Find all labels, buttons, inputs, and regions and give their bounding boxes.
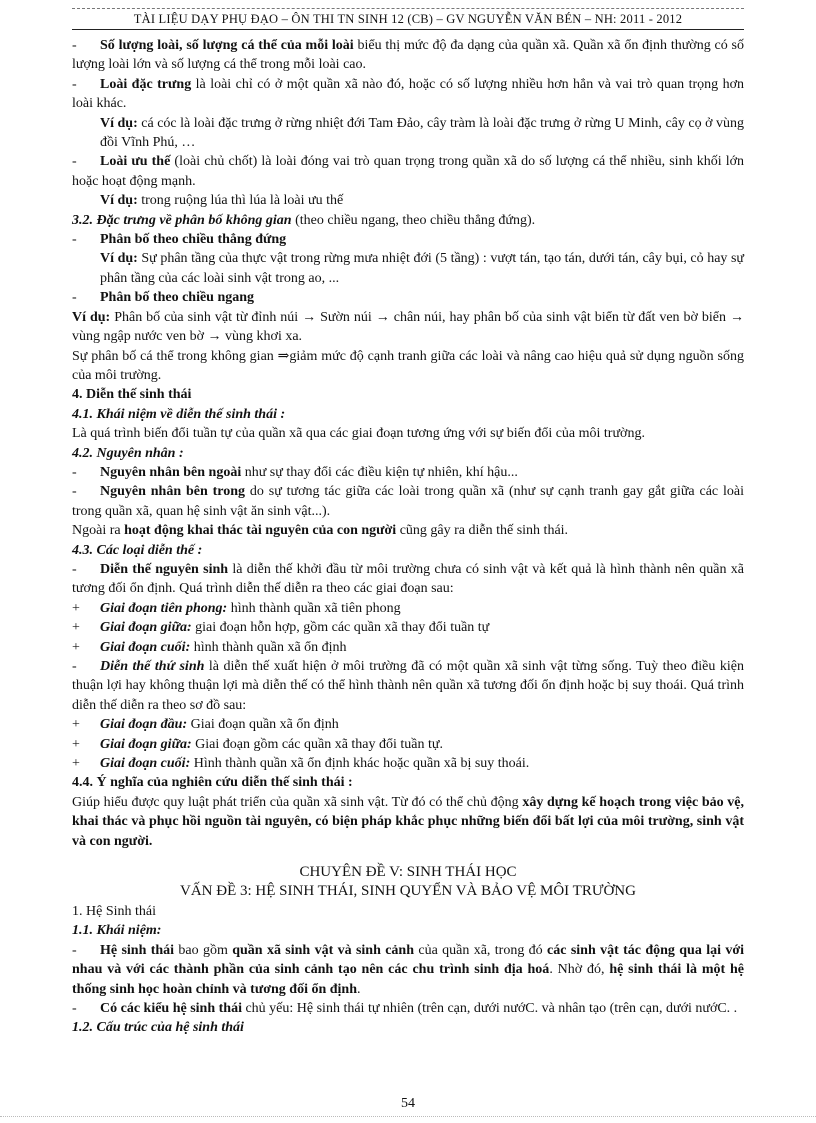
paragraph: Ngoài ra hoạt động khai thác tài nguyên của con người cũng gây ra diễn thế sinh thái. [72, 523, 569, 539]
footer-divider [0, 1116, 816, 1117]
page-header: TÀI LIỆU DẠY PHỤ ĐẠO – ÔN THI TN SINH 12 (CB) – GV NGUYỄN VĂN BÉN – NH: 2011 - 2012 [72, 8, 744, 30]
paragraph: - Hệ sinh thái bao gồm quần xã sinh vật và sinh cảnh của quần xã, trong đó các sinh vật tác động qua lại với nhau và với các thành phần của sinh cảnh tạo nên các chu trình sinh địa hoá. Nhờ đó, hệ sinh thái là một hệ thống sinh học hoàn chỉnh và tương đối ổn định. [72, 942, 745, 997]
document-body [72, 36, 744, 1038]
list-item: + Giai đoạn giữa: giai đoạn hỗn hợp, gồm các quần xã thay đổi tuần tự [72, 620, 490, 636]
list-item: + Giai đoạn giữa: Giai đoạn gồm các quần xã thay đổi tuần tự. [72, 736, 443, 752]
section-heading: 4. Diễn thế sinh thái [72, 387, 192, 403]
section-heading: 4.4. Ý nghĩa của nghiên cứu diễn thế sinh thái : [72, 775, 353, 791]
paragraph: - Số lượng loài, số lượng cá thể của mỗi loài biểu thị mức độ đa dạng của quần xã. Quần xã ổn định thường có số lượng loài lớn và số lượng cá thể trong mỗi loài cao. [72, 38, 744, 73]
example: Ví dụ: Sự phân tầng của thực vật trong rừng mưa nhiệt đới (5 tầng) : vượt tán, tạo tán, dưới tán, cây bụi, cỏ hay sự phân tầng của các loài sinh vật trong ao, ... [100, 251, 745, 286]
list-item: + Giai đoạn tiên phong: hình thành quần xã tiên phong [72, 600, 401, 616]
paragraph: Giúp hiểu được quy luật phát triển của quần xã sinh vật. Từ đó có thể chủ động xây dựng kế hoạch trong việc bảo vệ, khai thác và phục hồi nguồn tài nguyên, có biện pháp khắc phục những biến đổi bất lợi của môi trường, sinh vật và con người. [72, 794, 744, 849]
section-heading: 3.2. Đặc trưng về phân bố không gian (theo chiều ngang, theo chiều thẳng đứng). [72, 212, 536, 228]
paragraph: - Nguyên nhân bên trong do sự tương tác giữa các loài trong quần xã (như sự cạnh tranh gay gắt giữa các loài trong quần xã, quan hệ sinh vật ăn sinh vật...). [72, 484, 744, 519]
section-heading: 4.3. Các loại diễn thế : [72, 542, 203, 558]
list-item: + Giai đoạn cuối: Hình thành quần xã ổn định khác hoặc quần xã bị suy thoái. [72, 756, 530, 772]
example: Ví dụ: trong ruộng lúa thì lúa là loài ưu thế [100, 193, 344, 209]
section-heading: 1.1. Khái niệm: [72, 923, 162, 939]
list-item: + Giai đoạn cuối: hình thành quần xã ổn định [72, 639, 347, 655]
paragraph: - Diễn thế nguyên sinh là diễn thế khởi đầu từ môi trường chưa có sinh vật và kết quả là hình thành nên quần xã tương đối ổn định. Quá trình diễn thế diễn ra theo các giai đoạn sau: [72, 561, 744, 597]
topic-title: VẤN ĐỀ 3: HỆ SINH THÁI, SINH QUYỂN VÀ BẢO VỆ MÔI TRƯỜNG [180, 883, 636, 900]
paragraph: Là quá trình biến đổi tuần tự của quần xã qua các giai đoạn tương ứng với sự biến đổi của môi trường. [72, 426, 645, 442]
page-number: 54 [401, 1096, 415, 1111]
paragraph: - Diễn thế thứ sinh là diễn thế xuất hiện ở môi trường đã có một quần xã sinh vật từng sống. Tuỳ theo điều kiện thuận lợi hay không thuận lợi mà diễn thế có thể hình thành nên quần xã tương đối ổn định hoặc bị suy thoái. Quá trình diễn thế diễn ra theo sơ đồ sau: [72, 659, 744, 713]
paragraph: - Phân bố theo chiều thẳng đứng [72, 232, 287, 248]
example: Ví dụ: Phân bố của sinh vật từ đỉnh núi → Sườn núi → chân núi, hay phân bố của sinh vật biển từ đất ven bờ biển → vùng ngập nước ven bờ → vùng khơi xa. [72, 309, 745, 345]
example: Ví dụ: cá cóc là loài đặc trưng ở rừng nhiệt đới Tam Đảo, cây tràm là loài đặc trưng ở rừng U Minh, cây cọ ở vùng đồi Vĩnh Phú, … [100, 115, 745, 151]
paragraph: - Loài ưu thế (loài chủ chốt) là loài đóng vai trò quan trọng trong quần xã do số lượng cá thể nhiều, sinh khối lớn hoặc hoạt động mạnh. [72, 154, 744, 189]
paragraph: - Có các kiểu hệ sinh thái chủ yếu: Hệ sinh thái tự nhiên (trên cạn, dưới nướC. và nhân tạo (trên cạn, dưới nướC. . [72, 1000, 738, 1016]
section-heading: 4.1. Khái niệm về diễn thế sinh thái : [72, 406, 286, 422]
chapter-title: CHUYÊN ĐỀ V: SINH THÁI HỌC [299, 864, 517, 881]
section-heading: 1. Hệ Sinh thái [72, 903, 156, 919]
paragraph: - Phân bố theo chiều ngang [72, 290, 255, 306]
paragraph: - Loài đặc trưng là loài chỉ có ở một quần xã nào đó, hoặc có số lượng nhiều hơn hẳn và vai trò quan trọng hơn loài khác. [72, 76, 745, 112]
paragraph: Sự phân bố cá thể trong không gian ⇒giảm mức độ cạnh tranh giữa các loài và nâng cao hiệu quả sử dụng nguồn sống của môi trường. [72, 348, 744, 383]
section-heading: 1.2. Cấu trúc của hệ sinh thái [72, 1020, 244, 1036]
list-item: + Giai đoạn đầu: Giai đoạn quần xã ổn định [72, 717, 339, 733]
paragraph: - Nguyên nhân bên ngoài như sự thay đổi các điều kiện tự nhiên, khí hậu... [72, 464, 518, 480]
section-heading: 4.2. Nguyên nhân : [72, 445, 184, 461]
